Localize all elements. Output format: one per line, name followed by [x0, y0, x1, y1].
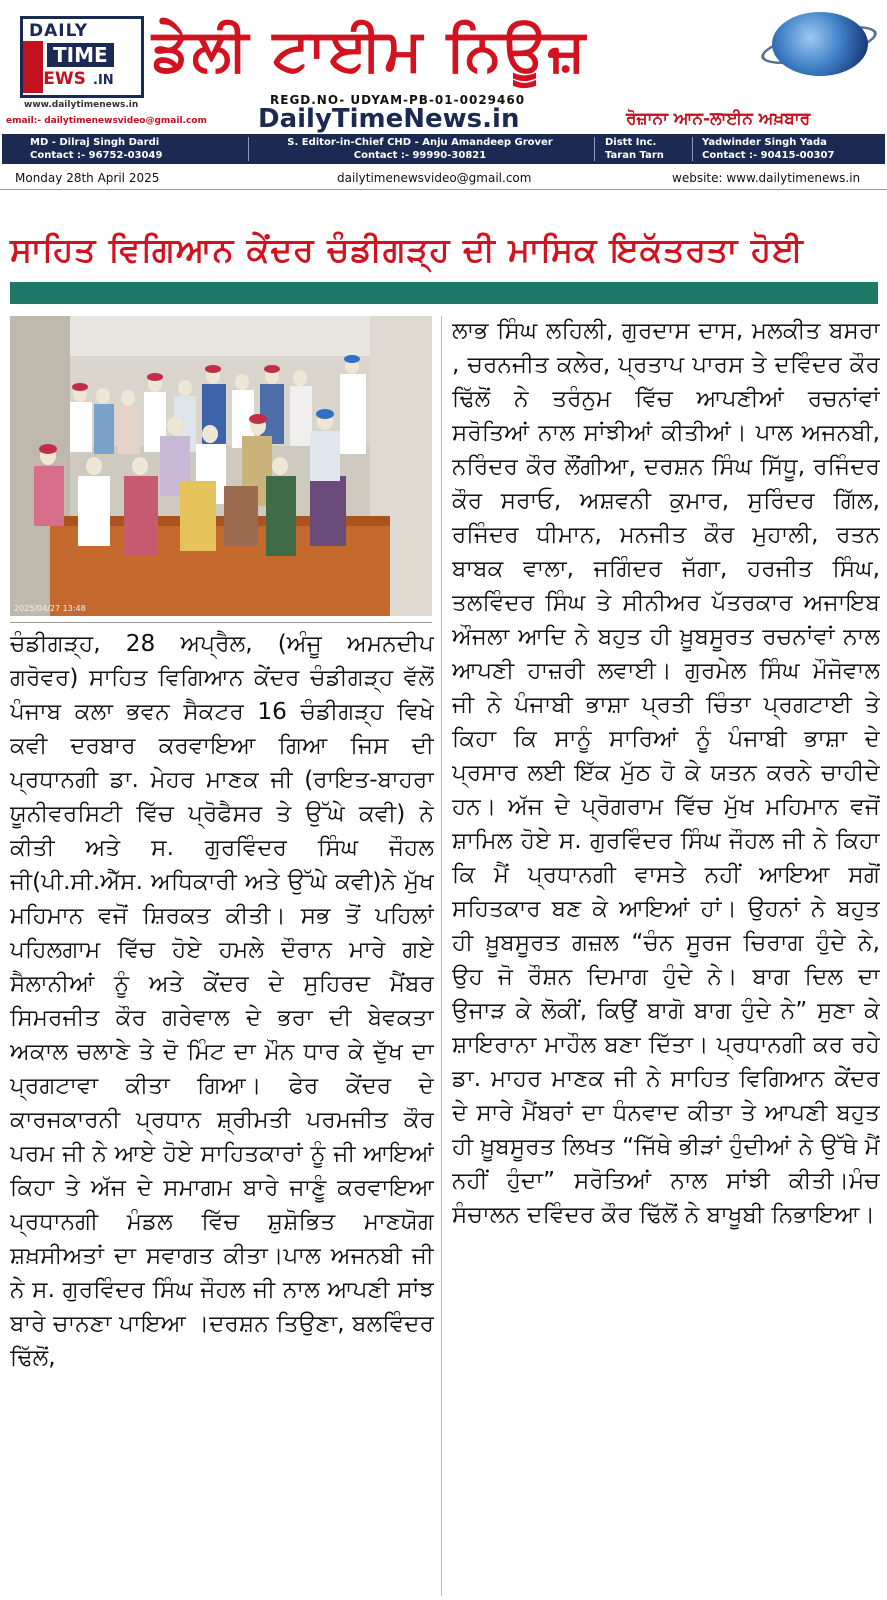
contact-bar — [2, 134, 885, 164]
article-body-left: ਚੰਡੀਗੜ੍ਹ, 28 ਅਪ੍ਰੈਲ, (ਅੰਜੂ ਅਮਨਦੀਪ ਗਰੋਵਰ) ਸਾਹਿਤ ਵਿਗਿਆਨ ਕੇਂਦਰ ਚੰਡੀਗੜ੍ਹ ਵੱਲੋਂ ਪੰਜਾਬ ਕਲਾ ਭਵਨ ਸੈਕਟਰ 16 ਚੰਡੀਗੜ੍ਹ ਵਿਖੇ ਕਵੀ ਦਰਬਾਰ ਕਰਵਾਇਆ ਗਿਆ ਜਿਸ ਦੀ ਪ੍ਰਧਾਨਗੀ ਡਾ. ਮੇਹਰ ਮਾਣਕ ਜੀ (ਰਾਇਤ-ਬਾਹਰਾ ਯੂਨੀਵਰਸਿਟੀ ਵਿੱਚ ਪ੍ਰੋਫੈਸਰ ਤੇ ਉੱਘੇ ਕਵੀ) ਨੇ ਕੀਤੀ ਅਤੇ ਸ. ਗੁਰਵਿੰਦਰ ਸਿੰਘ ਜੌਹਲ ਜੀ(ਪੀ.ਸੀ.ਐੱਸ. ਅਧਿਕਾਰੀ ਅਤੇ ਉੱਘੇ ਕਵੀ)ਨੇ ਮੁੱਖ ਮਹਿਮਾਨ ਵਜੋਂ ਸ਼ਿਰਕਤ ਕੀਤੀ। ਸਭ ਤੋਂ ਪਹਿਲਾਂ ਪਹਿਲਗਾਮ ਵਿੱਚ ਹੋਏ ਹਮਲੇ ਦੌਰਾਨ ਮਾਰੇ ਗਏ ਸੈਲਾਨੀਆਂ ਨੂੰ ਅਤੇ ਕੇਂਦਰ ਦੇ ਸੁਹਿਰਦ ਮੈਂਬਰ ਸਿਮਰਜੀਤ ਕੌਰ ਗਰੇਵਾਲ ਦੇ ਭਰਾ ਦੀ ਬੇਵਕਤਾ ਅਕਾਲ ਚਲਾਣੇ ਤੇ ਦੋ ਮਿੰਟ ਦਾ ਮੌਨ ਧਾਰ ਕੇ ਦੁੱਖ ਦਾ ਪ੍ਰਗਟਾਵਾ ਕੀਤਾ ਗਿਆ। ਫੇਰ ਕੇਂਦਰ ਦੇ ਕਾਰਜਕਾਰਨੀ ਪ੍ਰਧਾਨ ਸ਼੍ਰੀਮਤੀ ਪਰਮਜੀਤ ਕੌਰ ਪਰਮ ਜੀ ਨੇ ਆਏ ਹੋਏ ਸਾਹਿਤਕਾਰਾਂ ਨੂੰ ਜੀ ਆਇਆਂ ਕਿਹਾ ਤੇ ਅੱਜ ਦੇ ਸਮਾਗਮ ਬਾਰੇ ਜਾਣੂੰ ਕਰਵਾਇਆ ਪ੍ਰਧਾਨਗੀ ਮੰਡਲ ਵਿੱਚ ਸ਼ੁਸ਼ੋਭਿਤ ਮਾਣਯੋਗ ਸ਼ਖ਼ਸੀਅਤਾਂ ਦਾ ਸਵਾਗਤ ਕੀਤਾ।ਪਾਲ ਅਜਨਬੀ ਜੀ ਨੇ ਸ. ਗੁਰਵਿੰਦਰ ਸਿੰਘ ਜੌਹਲ ਜੀ ਨਾਲ ਆਪਣੀ ਸਾਂਝ ਬਾਰੇ ਚਾਨਣਾ ਪਾਇਆ ।ਦਰਸ਼ਨ ਤਿਉਣਾ, ਬਲਵਿੰਦਰ ਢਿੱਲੋਂ, — [10, 630, 434, 1371]
logo-news-text: NEWS — [29, 69, 86, 89]
editor-name: S. Editor-in-Chief CHD - Anju Amandeep Grover — [287, 137, 553, 148]
site-name: DailyTimeNews.in — [258, 104, 520, 134]
incharge-phone: Contact :- 90415-00307 — [702, 150, 835, 161]
incharge-name: Yadwinder Singh Yada — [702, 137, 827, 148]
daily-time-news-logo — [20, 16, 144, 98]
md-name: MD - Dilraj Singh Dardi — [30, 137, 160, 148]
editor-phone: Contact :- 99990-30821 — [353, 150, 487, 161]
logo-in-text: .IN — [93, 73, 114, 88]
photo-divider — [10, 622, 432, 623]
logo-url: www.dailytimenews.in — [24, 100, 139, 110]
distt-label: Distt Inc. — [605, 137, 657, 148]
website-link[interactable]: website: www.dailytimenews.in — [672, 171, 861, 185]
contact-email[interactable]: dailytimenewsvideo@gmail.com — [337, 171, 532, 185]
masthead — [0, 0, 887, 195]
tagline: ਰੋਜ਼ਾਨਾ ਆਨ-ਲਾਈਨ ਅਖ਼ਬਾਰ — [626, 109, 811, 129]
editor-contact — [260, 136, 580, 162]
contact-divider — [248, 137, 249, 161]
contact-divider — [594, 137, 595, 161]
contact-divider — [692, 137, 693, 161]
group-photo-image — [10, 316, 432, 616]
photo-timestamp: 2025/04/27 13:48 — [14, 604, 86, 613]
masthead-email: email:- dailytimenewsvideo@gmail.com — [6, 116, 207, 126]
date-bar — [0, 166, 887, 190]
logo-daily-text: DAILY — [29, 21, 89, 41]
column-divider — [441, 316, 442, 1596]
headline-rule — [10, 282, 878, 304]
logo-time-text: TIME — [47, 43, 114, 67]
globe-icon — [772, 12, 868, 76]
article-headline: ਸਾਹਿਤ ਵਿਗਿਆਨ ਕੇਂਦਰ ਚੰਡੀਗੜ੍ਹ ਦੀ ਮਾਸਿਕ ਇਕੱਤਰਤਾ ਹੋਈ — [10, 230, 804, 269]
md-phone: Contact :- 96752-03049 — [30, 150, 163, 161]
registration-number: REGD.NO- UDYAM-PB-01-0029460 — [270, 93, 526, 107]
article-body-right: ਲਾਭ ਸਿੰਘ ਲਹਿਲੀ, ਗੁਰਦਾਸ ਦਾਸ, ਮਲਕੀਤ ਬਸਰਾ , ਚਰਨਜੀਤ ਕਲੇਰ, ਪ੍ਰਤਾਪ ਪਾਰਸ ਤੇ ਦਵਿੰਦਰ ਕੌਰ ਢਿੱਲੋਂ ਨੇ ਤਰੰਨੁਮ ਵਿੱਚ ਆਪਣੀਆਂ ਰਚਨਾਂਵਾਂ ਸਰੋਤਿਆਂ ਨਾਲ ਸਾਂਝੀਆਂ ਕੀਤੀਆਂ। ਪਾਲ ਅਜਨਬੀ, ਨਰਿੰਦਰ ਕੌਰ ਲੌਂਗੀਆ, ਦਰਸ਼ਨ ਸਿੰਘ ਸਿੱਧੂ, ਰਜਿੰਦਰ ਕੌਰ ਸਰਾਓ, ਅਸ਼ਵਨੀ ਕੁਮਾਰ, ਸੁਰਿੰਦਰ ਗਿੱਲ, ਰਜਿੰਦਰ ਧੀਮਾਨ, ਮਨਜੀਤ ਕੌਰ ਮੁਹਾਲੀ, ਰਤਨ ਬਾਬਕ ਵਾਲਾ, ਜਗਿੰਦਰ ਜੱਗਾ, ਹਰਜੀਤ ਸਿੰਘ, ਤਲਵਿੰਦਰ ਸਿੰਘ ਤੇ ਸੀਨੀਅਰ ਪੱਤਰਕਾਰ ਅਜਾਇਬ ਔਜਲਾ ਆਦਿ ਨੇ ਬਹੁਤ ਹੀ ਖ਼ੂਬਸੂਰਤ ਰਚਨਾਂਵਾਂ ਨਾਲ ਆਪਣੀ ਹਾਜ਼ਰੀ ਲਵਾਈ। ਗੁਰਮੇਲ ਸਿੰਘ ਮੌਜੋਵਾਲ ਜੀ ਨੇ ਪੰਜਾਬੀ ਭਾਸ਼ਾ ਪ੍ਰਤੀ ਚਿੰਤਾ ਪ੍ਰਗਟਾਈ ਤੇ ਕਿਹਾ ਕਿ ਸਾਨੂੰ ਸਾਰਿਆਂ ਨੂੰ ਪੰਜਾਬੀ ਭਾਸ਼ਾ ਦੇ ਪ੍ਰਸਾਰ ਲਈ ਇੱਕ ਮੁੱਠ ਹੋ ਕੇ ਯਤਨ ਕਰਨੇ ਚਾਹੀਦੇ ਹਨ। ਅੱਜ ਦੇ ਪ੍ਰੋਗਰਾਮ ਵਿੱਚ ਮੁੱਖ ਮਹਿਮਾਨ ਵਜੋਂ ਸ਼ਾਮਿਲ ਹੋਏ ਸ. ਗੁਰਵਿੰਦਰ ਸਿੰਘ ਜੌਹਲ ਜੀ ਨੇ ਕਿਹਾ ਕਿ ਮੈਂ ਪ੍ਰਧਾਨਗੀ ਵਾਸਤੇ ਨਹੀਂ ਆਇਆ ਸਗੋਂ ਸਹਿਤਕਾਰ ਬਣ ਕੇ ਆਇਆਂ ਹਾਂ। ਉਹਨਾਂ ਨੇ ਬਹੁਤ ਹੀ ਖ਼ੂਬਸੂਰਤ ਗਜ਼ਲ “ਚੰਨ ਸੂਰਜ ਚਿਰਾਗ ਹੁੰਦੇ ਨੇ, ਉਹ ਜੋ ਰੌਸ਼ਨ ਦਿਮਾਗ ਹੁੰਦੇ ਨੇ। ਬਾਗ ਦਿਲ ਦਾ ਉਜਾੜ ਕੇ ਲੋਕੀਂ, ਕਿਉਂ ਬਾਗੋ ਬਾਗ ਹੁੰਦੇ ਨੇ” ਸੁਣਾ ਕੇ ਸ਼ਾਇਰਾਨਾ ਮਾਹੌਲ ਬਣਾ ਦਿੱਤਾ। ਪ੍ਰਧਾਨਗੀ ਕਰ ਰਹੇ ਡਾ. ਮਾਹਰ ਮਾਣਕ ਜੀ ਨੇ ਸਾਹਿਤ ਵਿਗਿਆਨ ਕੇਂਦਰ ਦੇ ਸਾਰੇ ਮੈਂਬਰਾਂ ਦਾ ਧੰਨਵਾਦ ਕੀਤਾ ਤੇ ਆਪਣੀ ਬਹੁਤ ਹੀ ਖ਼ੂਬਸੂਰਤ ਲਿਖਤ “ਜਿੱਥੇ ਭੀੜਾਂ ਹੁੰਦੀਆਂ ਨੇ ਉੱਥੇ ਮੈਂ ਨਹੀਂ ਹੁੰਦਾ” ਸਰੋਤਿਆਂ ਨਾਲ ਸਾਂਝੀ ਕੀਤੀ।ਮੰਚ ਸੰਚਾਲਨ ਦਵਿੰਦਰ ਕੌਰ ਢਿੱਲੋਂ ਨੇ ਬਾਖੂਬੀ ਨਿਭਾਇਆ। — [452, 317, 880, 1228]
md-contact — [30, 136, 240, 162]
group-photo — [10, 316, 432, 616]
incharge-contact — [702, 136, 882, 162]
distt-contact — [605, 136, 685, 162]
distt-place: Taran Tarn — [605, 150, 664, 161]
issue-date: Monday 28th April 2025 — [15, 171, 160, 185]
brand-title: ਡੇਲੀ ਟਾਈਮ ਨਿਊਜ਼ — [152, 16, 588, 84]
